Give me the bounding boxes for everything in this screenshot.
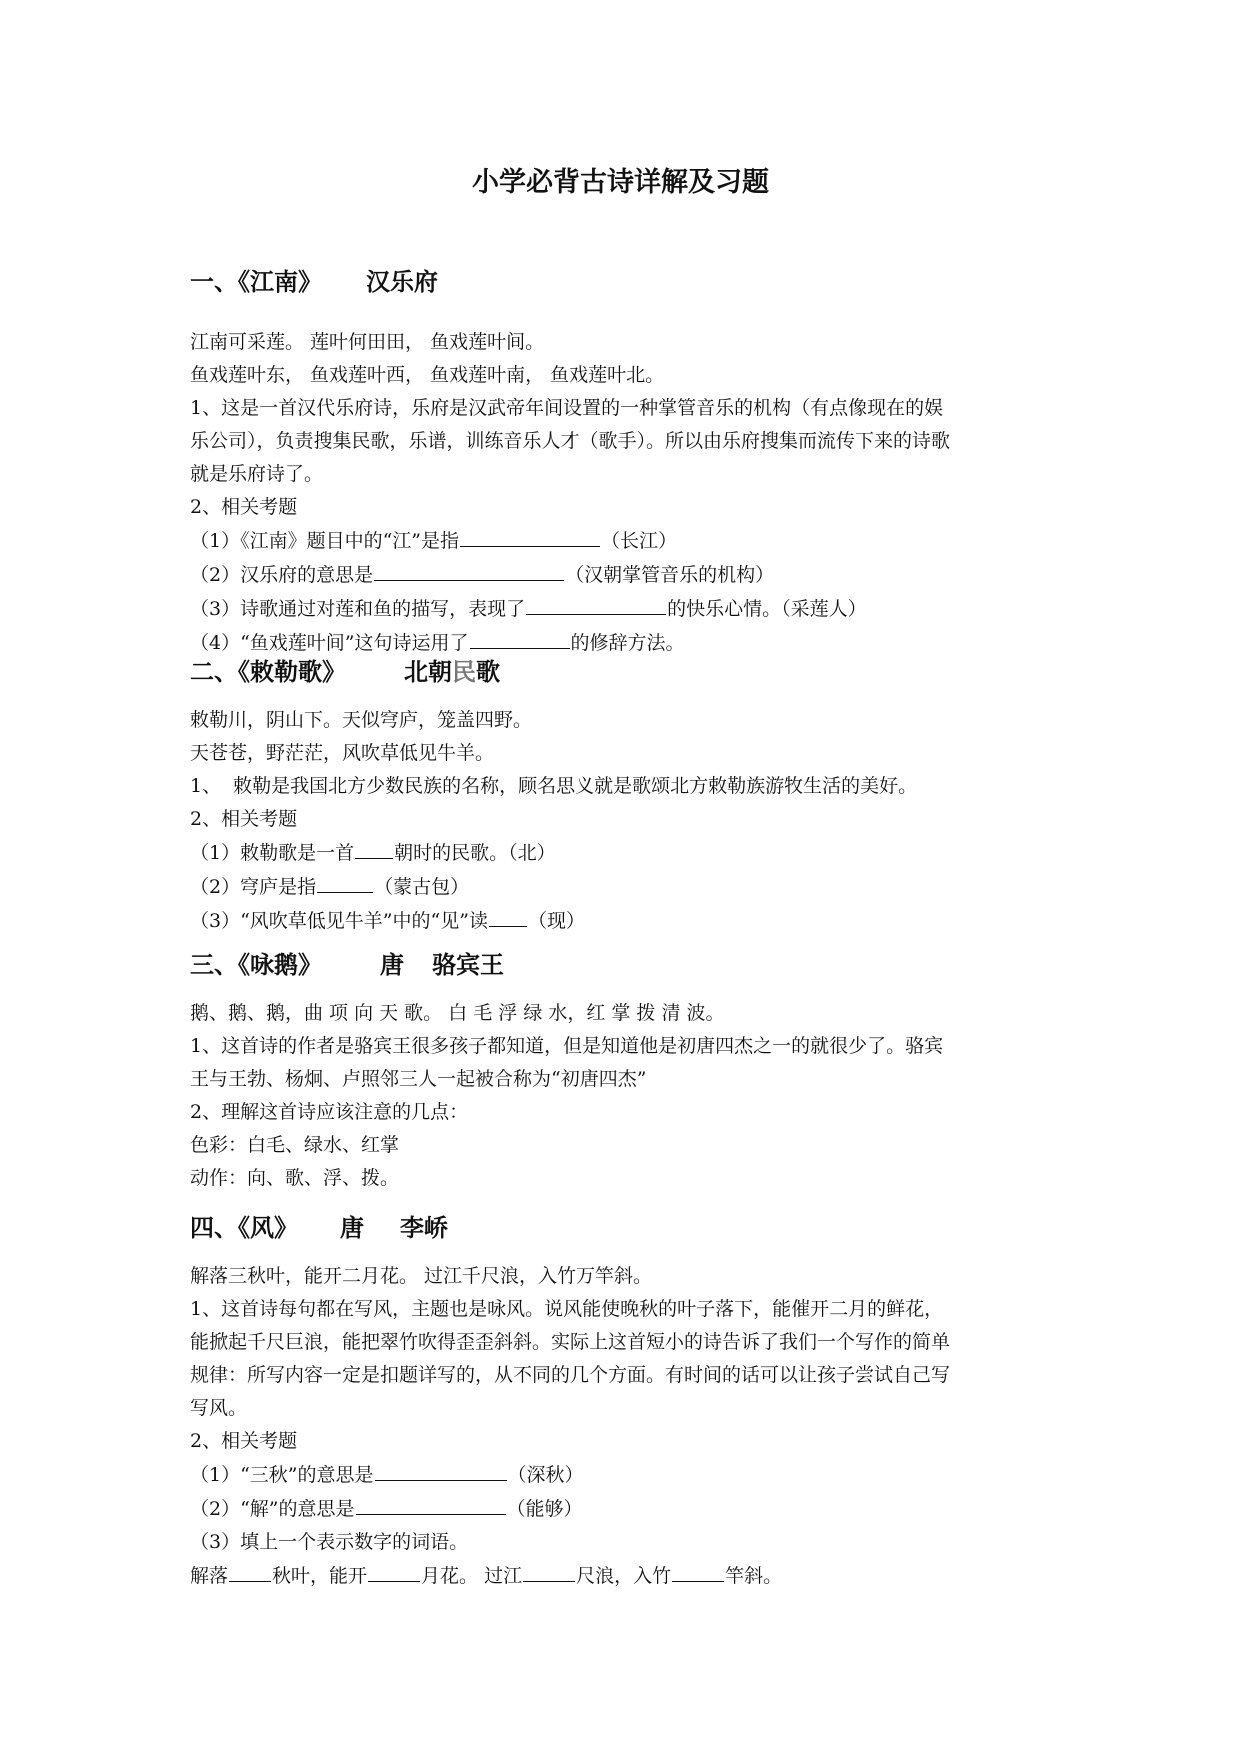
poem-title: 四、《风》 [190,1214,298,1242]
note-heading: 2、理解这首诗应该注意的几点： [190,1101,469,1123]
note-heading: 2、相关考题 [190,496,298,518]
answer-blank[interactable] [526,592,666,615]
note-text: 动作：向、歌、浮、拨。 [190,1167,400,1189]
section-chilege [190,650,1070,938]
note-text: 王与王勃、杨炯、卢照邻三人一起被合称为“初唐四杰” [190,1068,647,1090]
poem-author: 北朝民歌 [404,658,500,686]
answer-blank[interactable] [523,1559,575,1582]
answer-blank[interactable] [374,558,564,581]
fill-in-line: 解落 秋叶，能开 月花。 过江 尺浪，入竹 竿斜。 [190,1559,1070,1593]
section-heading [190,260,1070,304]
poem-title: 二、《敕勒歌》 [190,658,346,686]
question: （2）“解”的意思是 （能够） [190,1492,1070,1526]
answer-blank[interactable] [672,1559,724,1582]
poem-line: 鱼戏莲叶东， 鱼戏莲叶西， 鱼戏莲叶南， 鱼戏莲叶北。 [190,364,665,386]
poem-author: 汉乐府 [366,268,438,296]
question: （3）诗歌通过对莲和鱼的描写，表现了 的快乐心情。（采莲人） [190,592,1070,626]
poem-line: 解落三秋叶，能开二月花。 过江千尺浪，入竹万竿斜。 [190,1265,653,1287]
answer-blank[interactable] [368,1559,420,1582]
note-text: 能掀起千尺巨浪，能把翠竹吹得歪歪斜斜。实际上这首短小的诗告诉了我们一个写作的简单 [190,1331,951,1353]
answer-blank[interactable] [460,524,600,547]
question: （3）“风吹草低见牛羊”中的“见”读 （现） [190,904,1070,938]
answer-blank[interactable] [317,870,373,893]
poem-line: 江南可采莲。 莲叶何田田， 鱼戏莲叶间。 [190,331,545,353]
note-text: 乐公司），负责搜集民歌，乐谱，训练音乐人才（歌手）。所以由乐府搜集而流传下来的诗歌 [190,430,951,452]
note-heading: 2、相关考题 [190,808,298,830]
note-text: 色彩：白毛、绿水、红掌 [190,1134,400,1156]
note-text: 1、这首诗的作者是骆宾王很多孩子都知道，但是知道他是初唐四杰之一的就很少了。骆宾 [190,1035,944,1057]
answer-blank[interactable] [355,836,393,859]
section-heading [190,1206,1070,1250]
poem-dynasty: 唐 [380,951,404,979]
note-text: 写风。 [190,1397,248,1419]
poem-author: 骆宾王 [432,951,504,979]
section-heading [190,943,1070,987]
answer-blank[interactable] [470,626,570,649]
note-heading: 2、相关考题 [190,1430,298,1452]
section-yonge [190,943,1070,1195]
note-text: 1、这首诗每句都在写风，主题也是咏风。说风能使晚秋的叶子落下，能催开二月的鲜花， [190,1298,944,1320]
section-feng [190,1206,1070,1593]
note-text: 规律：所写内容一定是扣题详写的，从不同的几个方面。有时间的话可以让孩子尝试自己写 [190,1364,951,1386]
question: （1）敕勒歌是一首 朝时的民歌。（北） [190,836,1070,870]
question: （1）《江南》题目中的“江”是指 （长江） [190,524,1070,558]
poem-line: 鹅、鹅、鹅，曲 项 向 天 歌。 白 毛 浮 绿 水，红 掌 拨 清 波。 [190,1002,725,1024]
question: （3）填上一个表示数字的词语。 [190,1531,469,1553]
answer-blank[interactable] [356,1492,506,1515]
section-jiangnan [190,260,1070,660]
note-text: 1、这是一首汉代乐府诗，乐府是汉武帝年间设置的一种掌管音乐的机构（有点像现在的娱 [190,397,944,419]
poem-author: 李峤 [400,1214,448,1242]
question: （1）“三秋”的意思是 （深秋） [190,1458,1070,1492]
note-text: 就是乐府诗了。 [190,463,324,485]
answer-blank[interactable] [229,1559,271,1582]
question: （4）“鱼戏莲叶间”这句诗运用了 的修辞方法。 [190,626,1070,660]
poem-line: 天苍苍，野茫茫，风吹草低见牛羊。 [190,742,495,764]
answer-blank[interactable] [375,1458,507,1481]
question: （2）穹庐是指 （蒙古包） [190,870,1070,904]
poem-line: 敕勒川，阴山下。天似穹庐，笼盖四野。 [190,709,533,731]
question: （2）汉乐府的意思是 （汉朝掌管音乐的机构） [190,558,1070,592]
note-text: 1、 敕勒是我国北方少数民族的名称，顾名思义就是歌颂北方敕勒族游牧生活的美好。 [190,775,918,797]
answer-blank[interactable] [489,904,527,927]
section-heading [190,650,1070,694]
poem-title: 一、《江南》 [190,268,322,296]
page-title: 小学必背古诗详解及习题 [472,167,769,198]
poem-dynasty: 唐 [340,1214,364,1242]
poem-title: 三、《咏鹅》 [190,951,322,979]
